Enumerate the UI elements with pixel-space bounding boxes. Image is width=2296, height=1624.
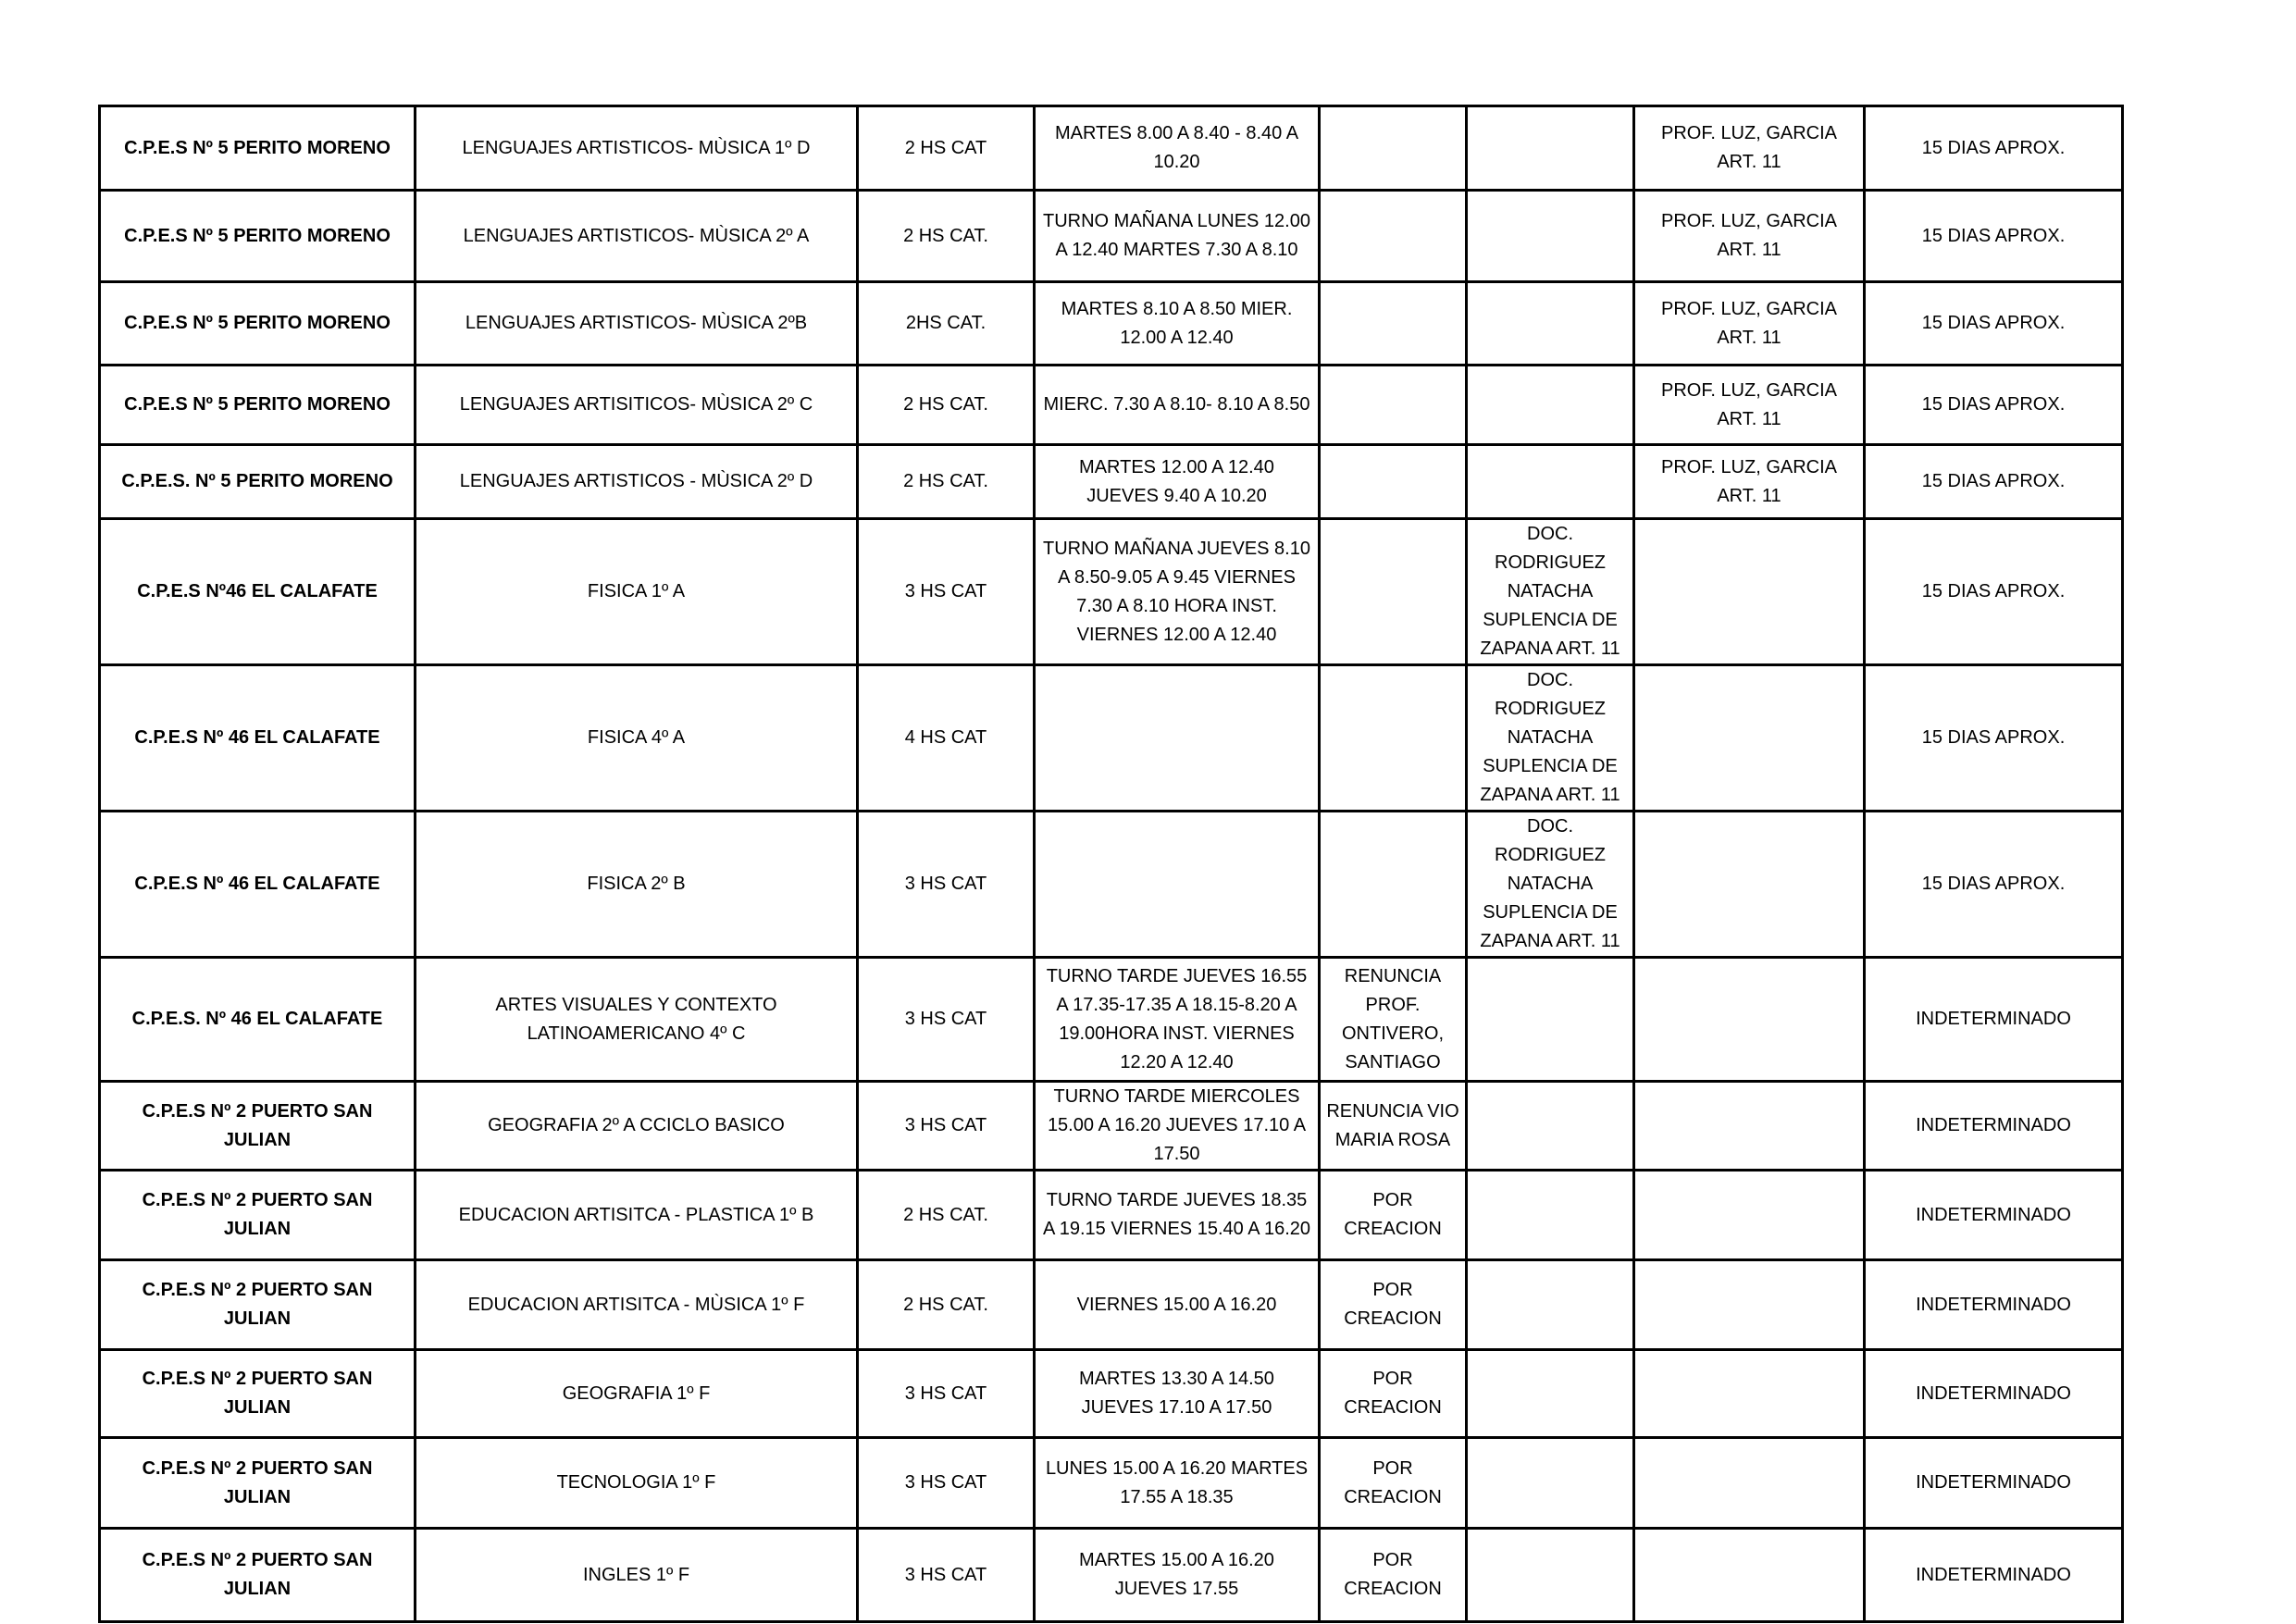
- subject-cell: ARTES VISUALES Y CONTEXTO LATINOAMERICANO 4º C: [416, 958, 858, 1082]
- duration-cell: 15 DIAS APROX.: [1865, 519, 2123, 665]
- subject-cell: EDUCACION ARTISITCA - MÙSICA 1º F: [416, 1260, 858, 1350]
- reason-cell: [1320, 665, 1467, 812]
- subject-cell: FISICA 4º A: [416, 665, 858, 812]
- table-row: [100, 1529, 2123, 1622]
- schedule-cell: TURNO TARDE JUEVES 18.35 A 19.15 VIERNES 15.40 A 16.20: [1035, 1171, 1320, 1260]
- school-cell: C.P.E.S Nº 46 EL CALAFATE: [100, 665, 416, 812]
- subject-cell: LENGUAJES ARTISITICOS- MÙSICA 2º C: [416, 366, 858, 445]
- table-row: [100, 958, 2123, 1082]
- table-row: [100, 519, 2123, 665]
- duration-cell: 15 DIAS APROX.: [1865, 445, 2123, 519]
- hours-cell: 3 HS CAT: [858, 1438, 1035, 1529]
- schedule-cell: MARTES 15.00 A 16.20 JUEVES 17.55: [1035, 1529, 1320, 1622]
- subject-cell: INGLES 1º F: [416, 1529, 858, 1622]
- license-cell: [1634, 958, 1865, 1082]
- duration-cell: INDETERMINADO: [1865, 1350, 2123, 1438]
- duration-cell: 15 DIAS APROX.: [1865, 665, 2123, 812]
- duration-cell: INDETERMINADO: [1865, 1529, 2123, 1622]
- replaces-cell: [1467, 1171, 1634, 1260]
- school-cell: C.P.E.S Nº 5 PERITO MORENO: [100, 191, 416, 282]
- hours-cell: 3 HS CAT: [858, 1350, 1035, 1438]
- reason-cell: POR CREACION: [1320, 1171, 1467, 1260]
- schedule-cell: MARTES 8.10 A 8.50 MIER. 12.00 A 12.40: [1035, 282, 1320, 366]
- subject-cell: FISICA 1º A: [416, 519, 858, 665]
- hours-cell: 2HS CAT.: [858, 282, 1035, 366]
- hours-cell: 2 HS CAT: [858, 106, 1035, 191]
- license-cell: [1634, 665, 1865, 812]
- table-row: [100, 665, 2123, 812]
- replaces-cell: DOC. RODRIGUEZ NATACHA SUPLENCIA DE ZAPANA ART. 11: [1467, 812, 1634, 958]
- license-cell: [1634, 812, 1865, 958]
- table-body: [100, 106, 2123, 1622]
- reason-cell: [1320, 366, 1467, 445]
- schedule-cell: [1035, 665, 1320, 812]
- reason-cell: [1320, 106, 1467, 191]
- reason-cell: POR CREACION: [1320, 1529, 1467, 1622]
- hours-cell: 3 HS CAT: [858, 519, 1035, 665]
- reason-cell: POR CREACION: [1320, 1260, 1467, 1350]
- table-row: [100, 812, 2123, 958]
- license-cell: PROF. LUZ, GARCIA ART. 11: [1634, 282, 1865, 366]
- hours-cell: 2 HS CAT.: [858, 1260, 1035, 1350]
- school-cell: C.P.E.S Nº46 EL CALAFATE: [100, 519, 416, 665]
- replaces-cell: DOC. RODRIGUEZ NATACHA SUPLENCIA DE ZAPANA ART. 11: [1467, 519, 1634, 665]
- hours-cell: 3 HS CAT: [858, 1082, 1035, 1171]
- school-cell: C.P.E.S Nº 2 PUERTO SAN JULIAN: [100, 1350, 416, 1438]
- table-row: [100, 1260, 2123, 1350]
- reason-cell: [1320, 812, 1467, 958]
- replaces-cell: [1467, 1438, 1634, 1529]
- hours-cell: 2 HS CAT.: [858, 1171, 1035, 1260]
- subject-cell: LENGUAJES ARTISTICOS- MÙSICA 1º D: [416, 106, 858, 191]
- subject-cell: LENGUAJES ARTISTICOS- MÙSICA 2º A: [416, 191, 858, 282]
- reason-cell: RENUNCIA VIO MARIA ROSA: [1320, 1082, 1467, 1171]
- schedule-cell: TURNO MAÑANA LUNES 12.00 A 12.40 MARTES 7.30 A 8.10: [1035, 191, 1320, 282]
- license-cell: [1634, 519, 1865, 665]
- license-cell: PROF. LUZ, GARCIA ART. 11: [1634, 106, 1865, 191]
- replaces-cell: [1467, 282, 1634, 366]
- table-row: [100, 445, 2123, 519]
- school-cell: C.P.E.S Nº 2 PUERTO SAN JULIAN: [100, 1260, 416, 1350]
- table-row: [100, 1438, 2123, 1529]
- table-row: [100, 366, 2123, 445]
- duration-cell: 15 DIAS APROX.: [1865, 106, 2123, 191]
- replaces-cell: [1467, 1082, 1634, 1171]
- subject-cell: FISICA 2º B: [416, 812, 858, 958]
- school-cell: C.P.E.S. Nº 5 PERITO MORENO: [100, 445, 416, 519]
- license-cell: [1634, 1082, 1865, 1171]
- replaces-cell: [1467, 958, 1634, 1082]
- schedule-cell: TURNO TARDE MIERCOLES 15.00 A 16.20 JUEVES 17.10 A 17.50: [1035, 1082, 1320, 1171]
- schedule-cell: MARTES 8.00 A 8.40 - 8.40 A 10.20: [1035, 106, 1320, 191]
- hours-cell: 3 HS CAT: [858, 1529, 1035, 1622]
- school-cell: C.P.E.S Nº 5 PERITO MORENO: [100, 366, 416, 445]
- schedule-cell: MARTES 13.30 A 14.50 JUEVES 17.10 A 17.50: [1035, 1350, 1320, 1438]
- vacancies-table: [98, 105, 2124, 1623]
- license-cell: [1634, 1171, 1865, 1260]
- license-cell: [1634, 1260, 1865, 1350]
- duration-cell: 15 DIAS APROX.: [1865, 812, 2123, 958]
- license-cell: [1634, 1350, 1865, 1438]
- hours-cell: 2 HS CAT.: [858, 366, 1035, 445]
- replaces-cell: [1467, 106, 1634, 191]
- school-cell: C.P.E.S Nº 46 EL CALAFATE: [100, 812, 416, 958]
- replaces-cell: [1467, 1529, 1634, 1622]
- schedule-cell: TURNO MAÑANA JUEVES 8.10 A 8.50-9.05 A 9.45 VIERNES 7.30 A 8.10 HORA INST. VIERNES 12.00 A 12.40: [1035, 519, 1320, 665]
- duration-cell: INDETERMINADO: [1865, 1082, 2123, 1171]
- hours-cell: 2 HS CAT.: [858, 445, 1035, 519]
- schedule-cell: TURNO TARDE JUEVES 16.55 A 17.35-17.35 A 18.15-8.20 A 19.00HORA INST. VIERNES 12.20 A 12.40: [1035, 958, 1320, 1082]
- license-cell: [1634, 1438, 1865, 1529]
- duration-cell: INDETERMINADO: [1865, 1171, 2123, 1260]
- reason-cell: POR CREACION: [1320, 1438, 1467, 1529]
- hours-cell: 2 HS CAT.: [858, 191, 1035, 282]
- license-cell: PROF. LUZ, GARCIA ART. 11: [1634, 366, 1865, 445]
- table-row: [100, 191, 2123, 282]
- schedule-cell: MARTES 12.00 A 12.40 JUEVES 9.40 A 10.20: [1035, 445, 1320, 519]
- school-cell: C.P.E.S Nº 2 PUERTO SAN JULIAN: [100, 1529, 416, 1622]
- subject-cell: TECNOLOGIA 1º F: [416, 1438, 858, 1529]
- license-cell: PROF. LUZ, GARCIA ART. 11: [1634, 191, 1865, 282]
- replaces-cell: [1467, 366, 1634, 445]
- schedule-cell: MIERC. 7.30 A 8.10- 8.10 A 8.50: [1035, 366, 1320, 445]
- table-row: [100, 1350, 2123, 1438]
- school-cell: C.P.E.S Nº 5 PERITO MORENO: [100, 282, 416, 366]
- reason-cell: POR CREACION: [1320, 1350, 1467, 1438]
- school-cell: C.P.E.S Nº 2 PUERTO SAN JULIAN: [100, 1438, 416, 1529]
- duration-cell: 15 DIAS APROX.: [1865, 282, 2123, 366]
- reason-cell: [1320, 519, 1467, 665]
- reason-cell: [1320, 282, 1467, 366]
- subject-cell: LENGUAJES ARTISTICOS- MÙSICA 2ºB: [416, 282, 858, 366]
- license-cell: [1634, 1529, 1865, 1622]
- replaces-cell: DOC. RODRIGUEZ NATACHA SUPLENCIA DE ZAPANA ART. 11: [1467, 665, 1634, 812]
- schedule-cell: VIERNES 15.00 A 16.20: [1035, 1260, 1320, 1350]
- table-row: [100, 1171, 2123, 1260]
- hours-cell: 4 HS CAT: [858, 665, 1035, 812]
- duration-cell: 15 DIAS APROX.: [1865, 366, 2123, 445]
- table-row: [100, 1082, 2123, 1171]
- replaces-cell: [1467, 191, 1634, 282]
- subject-cell: LENGUAJES ARTISTICOS - MÙSICA 2º D: [416, 445, 858, 519]
- schedule-cell: [1035, 812, 1320, 958]
- table-row: [100, 106, 2123, 191]
- school-cell: C.P.E.S. Nº 46 EL CALAFATE: [100, 958, 416, 1082]
- replaces-cell: [1467, 1350, 1634, 1438]
- reason-cell: RENUNCIA PROF. ONTIVERO, SANTIAGO: [1320, 958, 1467, 1082]
- table-row: [100, 282, 2123, 366]
- replaces-cell: [1467, 445, 1634, 519]
- hours-cell: 3 HS CAT: [858, 812, 1035, 958]
- schedule-cell: LUNES 15.00 A 16.20 MARTES 17.55 A 18.35: [1035, 1438, 1320, 1529]
- school-cell: C.P.E.S Nº 2 PUERTO SAN JULIAN: [100, 1171, 416, 1260]
- duration-cell: INDETERMINADO: [1865, 1438, 2123, 1529]
- replaces-cell: [1467, 1260, 1634, 1350]
- school-cell: C.P.E.S Nº 2 PUERTO SAN JULIAN: [100, 1082, 416, 1171]
- license-cell: PROF. LUZ, GARCIA ART. 11: [1634, 445, 1865, 519]
- subject-cell: GEOGRAFIA 2º A CCICLO BASICO: [416, 1082, 858, 1171]
- duration-cell: 15 DIAS APROX.: [1865, 191, 2123, 282]
- hours-cell: 3 HS CAT: [858, 958, 1035, 1082]
- duration-cell: INDETERMINADO: [1865, 958, 2123, 1082]
- reason-cell: [1320, 445, 1467, 519]
- reason-cell: [1320, 191, 1467, 282]
- school-cell: C.P.E.S Nº 5 PERITO MORENO: [100, 106, 416, 191]
- subject-cell: EDUCACION ARTISITCA - PLASTICA 1º B: [416, 1171, 858, 1260]
- subject-cell: GEOGRAFIA 1º F: [416, 1350, 858, 1438]
- duration-cell: INDETERMINADO: [1865, 1260, 2123, 1350]
